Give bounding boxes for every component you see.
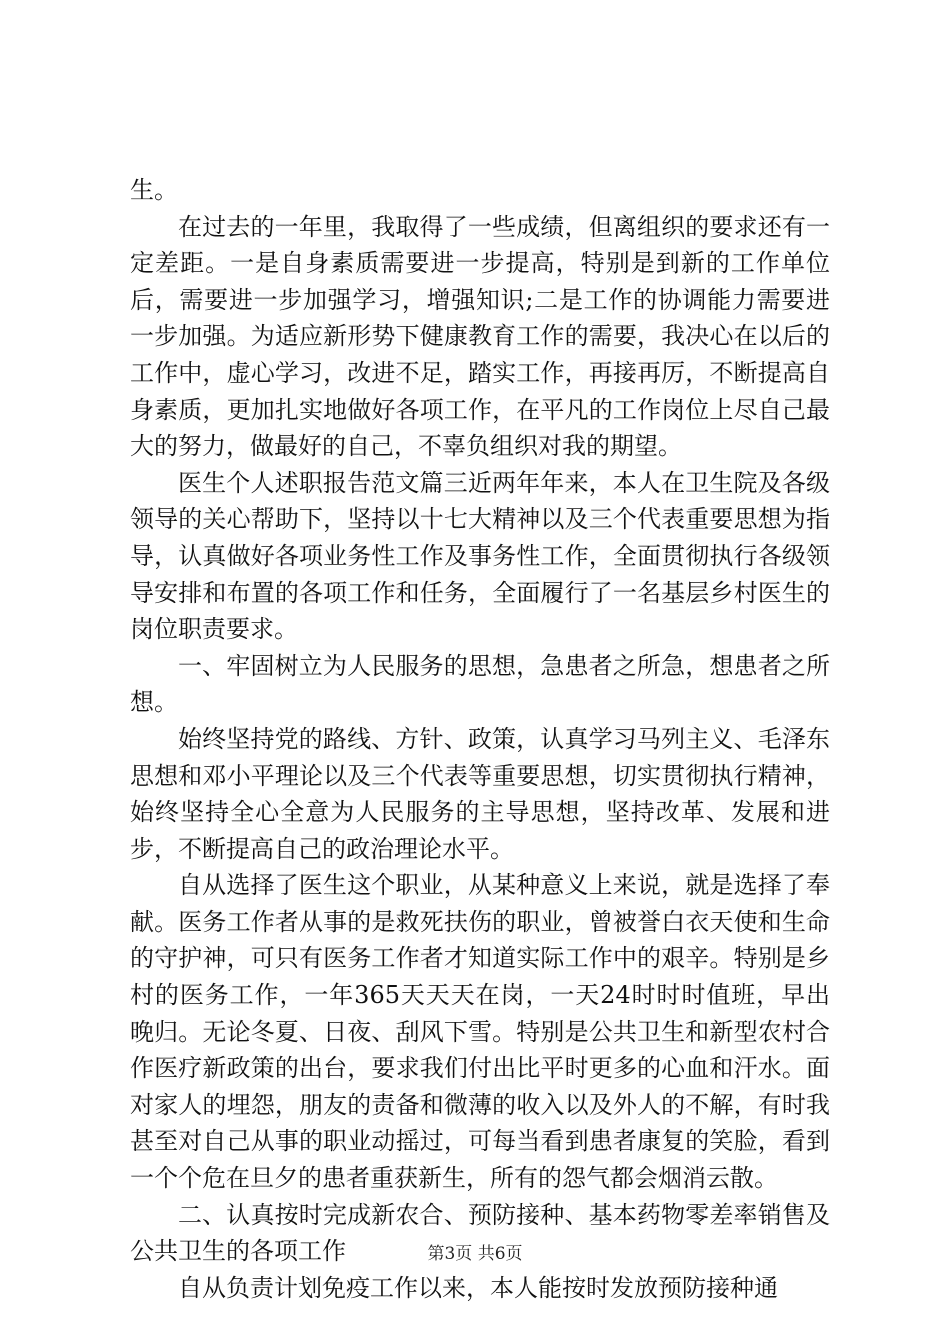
- document-body: [130, 172, 830, 1306]
- paragraph-4-heading: 一、牢固树立为人民服务的思想，急患者之所急，想患者之所想。: [130, 651, 830, 717]
- paragraph-1: 生。: [130, 176, 178, 204]
- paragraph-3: 医生个人述职报告范文篇三近两年年来，本人在卫生院及各级领导的关心帮助下，坚持以十七大精神以及三个代表重要思想为指导，认真做好各项业务性工作及事务性工作，全面贯彻执行各级领导安排和布置的各项工作和任务，全面履行了一名基层乡村医生的岗位职责要求。: [130, 468, 830, 644]
- paragraph-8: 自从负责计划免疫工作以来，本人能按时发放预防接种通: [178, 1273, 778, 1302]
- paragraph-7-heading: 二、认真按时完成新农合、预防接种、基本药物零差率销售及公共卫生的各项工作: [130, 1200, 830, 1266]
- page-number-label: 第3页 共6页: [427, 1244, 523, 1264]
- paragraph-2: 在过去的一年里，我取得了一些成绩，但离组织的要求还有一定差距。一是自身素质需要进一步提高，特别是到新的工作单位后，需要进一步加强学习，增强知识;二是工作的协调能力需要进一步加强。为适应新形势下健康教育工作的需要，我决心在以后的工作中，虚心学习，改进不足，踏实工作，再接再厉，不断提高自身素质，更加扎实地做好各项工作，在平凡的工作岗位上尽自己最大的努力，做最好的自己，不辜负组织对我的期望。: [130, 212, 830, 461]
- paragraph-5: 始终坚持党的路线、方针、政策，认真学习马列主义、毛泽东思想和邓小平理论以及三个代表等重要思想，切实贯彻执行精神，始终坚持全心全意为人民服务的主导思想，坚持改革、发展和进步，不断提高自己的政治理论水平。: [130, 724, 830, 863]
- paragraph-6: 自从选择了医生这个职业，从某种意义上来说，就是选择了奉献。医务工作者从事的是救死扶伤的职业，曾被誉白衣天使和生命的守护神，可只有医务工作者才知道实际工作中的艰辛。特别是乡村的医务工作，一年365天天天在岗，一天24时时时值班，早出晚归。无论冬夏、日夜、刮风下雪。特别是公共卫生和新型农村合作医疗新政策的出台，要求我们付出比平时更多的心血和汗水。面对家人的埋怨，朋友的责备和微薄的收入以及外人的不解，有时我甚至对自己从事的职业动摇过，可每当看到患者康复的笑脸，看到一个个危在旦夕的患者重获新生，所有的怨气都会烟消云散。: [130, 871, 830, 1193]
- page-footer: [0, 1243, 950, 1265]
